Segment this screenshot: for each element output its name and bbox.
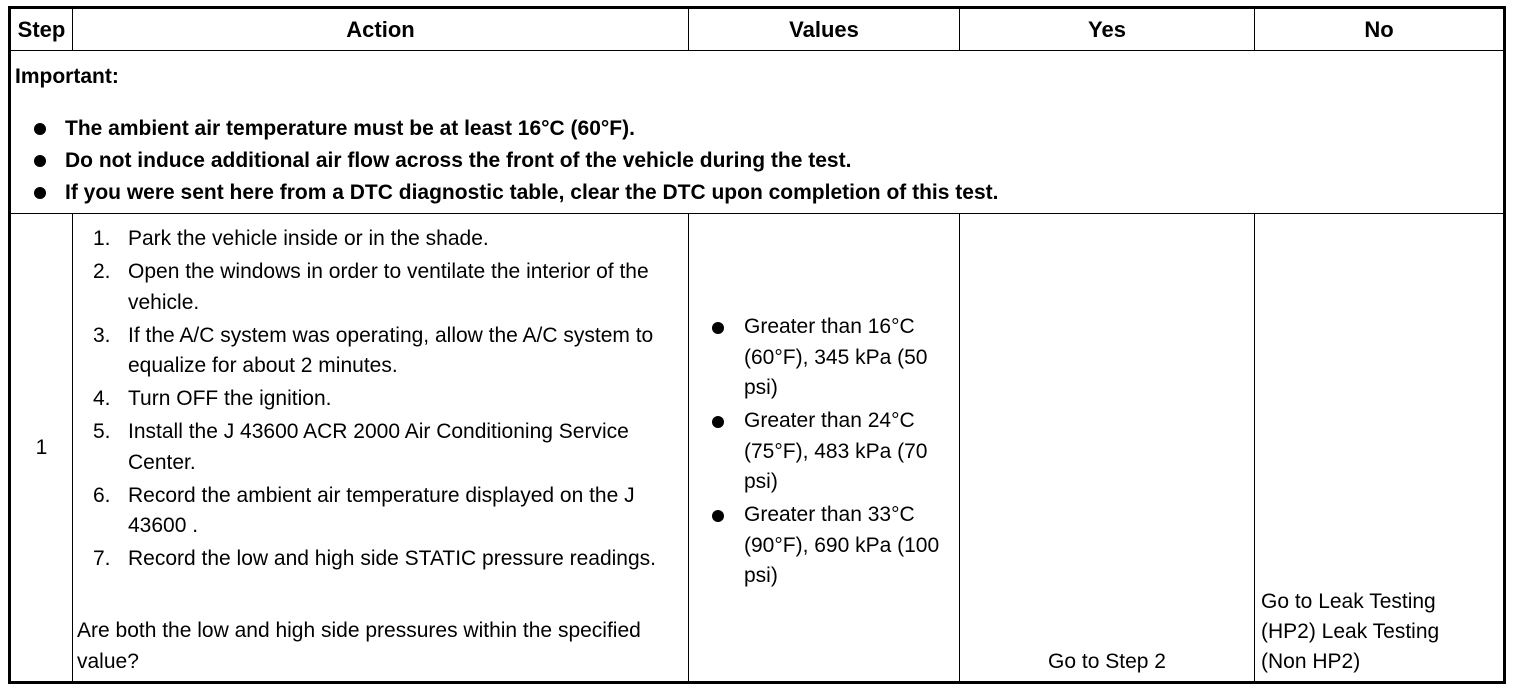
- important-item: [15, 113, 1503, 145]
- important-item: [15, 177, 1503, 209]
- action-step-number: 5.: [93, 420, 111, 443]
- action-step-text: Open the windows in order to ventilate the interior of the vehicle.: [128, 260, 649, 314]
- step-number: 1: [11, 214, 73, 682]
- action-step: [77, 544, 682, 575]
- go-to-step-2-link[interactable]: Go to Step 2: [1048, 649, 1166, 673]
- leak-testing-link-line[interactable]: Go to Leak Testing: [1261, 590, 1436, 613]
- leak-testing-hp2-link[interactable]: (HP2) Leak Testing: [1261, 620, 1440, 643]
- important-item-text: The ambient air temperature must be at least 16°C (60°F).: [65, 117, 635, 140]
- important-item-text: Do not induce additional air flow across the front of the vehicle during the test.: [65, 149, 852, 172]
- bullet-icon: [712, 416, 724, 428]
- action-step-number: 4.: [93, 387, 111, 410]
- header-step: Step: [11, 9, 73, 51]
- values-list: [689, 312, 959, 592]
- value-item: [689, 312, 959, 404]
- action-step-text: If the A/C system was operating, allow the A/C system to equalize for about 2 minutes.: [128, 323, 654, 377]
- action-step-text: Record the ambient air temperature displayed on the J 43600 .: [128, 483, 635, 537]
- bullet-icon: [34, 123, 46, 135]
- bullet-icon: [34, 155, 46, 167]
- bullet-icon: [34, 187, 46, 199]
- header-yes: Yes: [960, 9, 1255, 51]
- action-steps: [77, 224, 682, 575]
- action-step-number: 6.: [93, 483, 111, 507]
- important-item: [15, 145, 1503, 177]
- action-step: [77, 481, 682, 542]
- header-action: Action: [73, 9, 689, 51]
- value-item-text: Greater than 33°C (90°F), 690 kPa (100 psi): [744, 503, 940, 587]
- important-list: [15, 113, 1503, 209]
- yes-cell: [960, 214, 1255, 682]
- action-step: [77, 321, 682, 382]
- action-step-number: 1.: [93, 227, 111, 250]
- important-item-text: If you were sent here from a DTC diagnostic table, clear the DTC upon completion of this test.: [65, 181, 999, 204]
- action-question: Are both the low and high side pressures within the specified value?: [77, 619, 641, 673]
- bullet-icon: [712, 322, 724, 334]
- value-item: [689, 500, 959, 592]
- action-step-number: 7.: [93, 547, 111, 570]
- action-step-text: Turn OFF the ignition.: [128, 387, 332, 410]
- bullet-icon: [712, 510, 724, 522]
- header-row: [11, 9, 1504, 51]
- action-step: [77, 384, 682, 415]
- action-step-text: Park the vehicle inside or in the shade.: [128, 227, 489, 250]
- action-step-number: 2.: [93, 260, 111, 283]
- diagnostic-table-frame: [8, 6, 1506, 684]
- diagnostic-table: [10, 8, 1504, 682]
- value-item: [689, 406, 959, 498]
- important-notice: [11, 51, 1504, 214]
- no-cell: [1255, 214, 1504, 682]
- action-step-text: Install the J 43600 ACR 2000 Air Conditioning Service Center.: [128, 420, 629, 474]
- header-no: No: [1255, 9, 1504, 51]
- step-row: [11, 214, 1504, 682]
- action-step-text: Record the low and high side STATIC pressure readings.: [128, 547, 656, 570]
- important-row: [11, 51, 1504, 214]
- action-step: [77, 257, 682, 318]
- action-step: [77, 224, 682, 255]
- header-values: Values: [689, 9, 960, 51]
- leak-testing-non-hp2-link[interactable]: (Non HP2): [1261, 650, 1361, 673]
- important-title: Important:: [15, 65, 119, 88]
- action-cell: [73, 214, 689, 682]
- value-item-text: Greater than 24°C (75°F), 483 kPa (70 psi): [744, 409, 928, 493]
- value-item-text: Greater than 16°C (60°F), 345 kPa (50 psi): [744, 315, 928, 399]
- action-step: [77, 417, 682, 478]
- action-step-number: 3.: [93, 323, 111, 347]
- values-cell: [689, 214, 960, 682]
